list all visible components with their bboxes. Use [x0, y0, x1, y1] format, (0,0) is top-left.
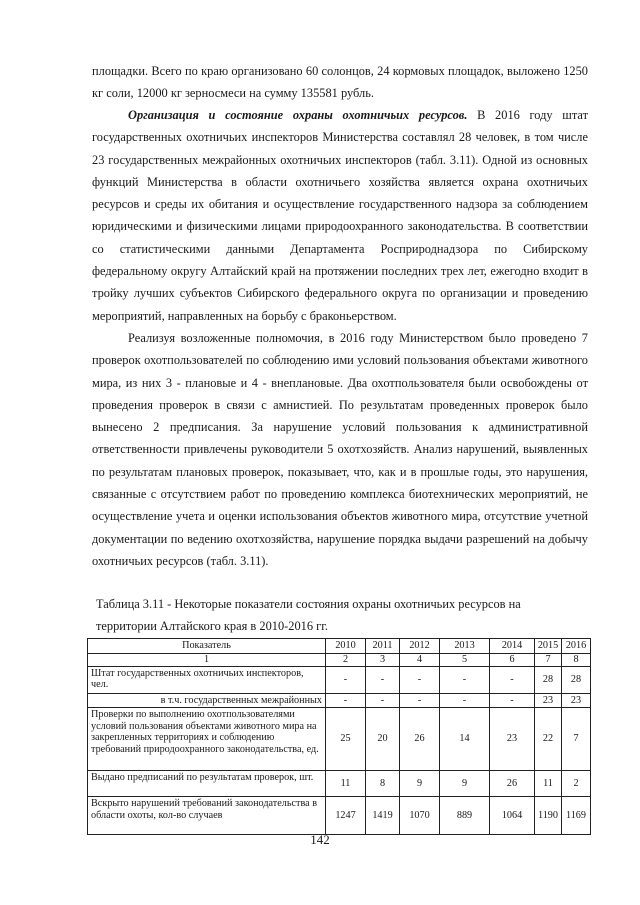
row-label: Выдано предписаний по результатам проверок, шт.	[88, 771, 326, 797]
row-label: Проверки по выполнению охотпользователями условий пользования объектами животного мира на закрепленных территориях и соблюдению требований природоохранного законодательства, ед.	[88, 708, 326, 771]
table-cell: -	[490, 693, 535, 708]
column-number: 2	[326, 653, 366, 666]
header-indicator: Показатель	[88, 639, 326, 654]
table-cell: 1070	[400, 797, 440, 835]
column-number: 4	[400, 653, 440, 666]
table-cell: 28	[562, 666, 591, 693]
table-cell: 8	[366, 771, 400, 797]
table-cell: 25	[326, 708, 366, 771]
section-heading-protection: Организация и состояние охраны охотничьих ресурсов.	[128, 108, 468, 122]
table-caption: Таблица 3.11 - Некоторые показатели состояния охраны охотничьих ресурсов на территории Алтайского края в 2010-2016 гг.	[96, 597, 521, 633]
column-number: 7	[535, 653, 562, 666]
table-row	[88, 693, 591, 708]
header-year-2010: 2010	[326, 639, 366, 654]
table-cell: 9	[400, 771, 440, 797]
page-number: 142	[310, 832, 330, 847]
row-label: Штат государственных охотничьих инспекторов, чел.	[88, 666, 326, 693]
hunting-protection-table	[87, 638, 591, 835]
header-year-2012: 2012	[400, 639, 440, 654]
table-cell: 26	[490, 771, 535, 797]
table-cell: 11	[535, 771, 562, 797]
column-number: 3	[366, 653, 400, 666]
row-label: в т.ч. государственных межрайонных	[88, 693, 326, 708]
table-cell: 23	[562, 693, 591, 708]
column-number: 1	[88, 653, 326, 666]
table-header-row	[88, 639, 591, 654]
table-cell: -	[400, 693, 440, 708]
paragraph-protection	[92, 104, 588, 327]
paragraph-protection-text: В 2016 году штат государственных охотничьих инспекторов Министерства составлял 28 человек, в том числе 23 государственных межрайонных охотничьих инспекторов (табл. 3.11). Одной из основных функций Министерства в области охотничьего хозяйства является охрана охотничьих ресурсов и среды их обитания и осуществление государственного надзора за соблюдением юридическими и физическими лицами природоохранного законодательства. В соответствии со статистическими данными Департамента Росприроднадзора по Сибирскому федеральному округу Алтайский край на протяжении последних трех лет, ежегодно входит в тройку лучших субъектов Сибирского федерального округа по организации и проведению мероприятий, направленных на борьбу с браконьерством.	[92, 108, 589, 323]
table-cell: 22	[535, 708, 562, 771]
header-year-2016: 2016	[562, 639, 591, 654]
table-cell: 9	[440, 771, 490, 797]
table-cell: 23	[535, 693, 562, 708]
header-year-2015: 2015	[535, 639, 562, 654]
table-cell: -	[490, 666, 535, 693]
row-label: Вскрыто нарушений требований законодательства в области охоты, кол-во случаев	[88, 797, 326, 835]
table-cell: -	[366, 666, 400, 693]
table-cell: 2	[562, 771, 591, 797]
table-cell: -	[366, 693, 400, 708]
table-row	[88, 708, 591, 771]
table-row	[88, 797, 591, 835]
table-cell: 1169	[562, 797, 591, 835]
table-cell: -	[400, 666, 440, 693]
column-number: 8	[562, 653, 591, 666]
table-cell: 28	[535, 666, 562, 693]
table-cell: 20	[366, 708, 400, 771]
table-cell: 23	[490, 708, 535, 771]
table-cell: 1419	[366, 797, 400, 835]
header-year-2013: 2013	[440, 639, 490, 654]
header-year-2014: 2014	[490, 639, 535, 654]
table-cell: -	[440, 693, 490, 708]
paragraph-feeding-sites: площадки. Всего по краю организовано 60 солонцов, 24 кормовых площадок, выложено 1250 кг соли, 12000 кг зерносмеси на сумму 135581 рубль.	[92, 64, 588, 101]
column-number: 6	[490, 653, 535, 666]
table-cell: -	[326, 693, 366, 708]
table-row	[88, 666, 591, 693]
table-row	[88, 771, 591, 797]
table-cell: 26	[400, 708, 440, 771]
column-number: 5	[440, 653, 490, 666]
table-cell: 14	[440, 708, 490, 771]
table-cell: 1064	[490, 797, 535, 835]
table-numbering-row	[88, 653, 591, 666]
table-cell: 11	[326, 771, 366, 797]
table-cell: 1247	[326, 797, 366, 835]
header-year-2011: 2011	[366, 639, 400, 654]
table-cell: 889	[440, 797, 490, 835]
table-cell: -	[326, 666, 366, 693]
table-cell: 1190	[535, 797, 562, 835]
table-cell: -	[440, 666, 490, 693]
paragraph-inspections: Реализуя возложенные полномочия, в 2016 году Министерством было проведено 7 проверок охотпользователей по соблюдению ими условий пользования объектами животного мира, из них 3 - плановые и 4 - внеплановые. Два охотпользователя были освобождены от проведения проверок в связи с амнистией. По результатам проведенных проверок было вынесено 2 предписания. За нарушение условий пользования к административной ответственности привлечены руководители 5 охотхозяйств. Анализ нарушений, выявленных по результатам плановых проверок, показывает, что, как и в прошлые годы, это нарушения, связанные с отсутствием работ по проведению комплекса биотехнических мероприятий, не осуществление учета и оценки использования объектов животного мира, отсутствие учетной документации по ведению охотхозяйства, нарушение порядка выдачи разрешений на добычу охотничьих ресурсов (табл. 3.11).	[92, 331, 588, 568]
table-cell: 7	[562, 708, 591, 771]
